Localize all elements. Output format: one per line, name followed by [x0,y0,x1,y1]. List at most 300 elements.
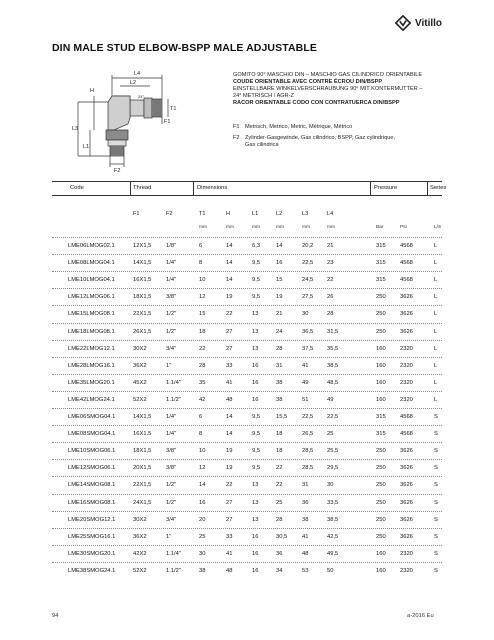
table-cell: 3626 [400,499,413,506]
column-header: H [226,211,231,217]
table-cell: 26,5 [302,431,314,438]
table-cell: 1.1/2" [166,396,181,403]
brand-name: Vitillo [415,17,443,29]
page-number: 94 [52,613,59,619]
table-cell: 22 [226,311,233,318]
table-cell: 160 [376,362,386,369]
table-cell: 15,5 [276,414,288,420]
table-cell: 250 [376,516,386,523]
row-divider [52,374,442,375]
table-cell: S [434,448,438,455]
product-code: LME06LMOG02.1 [68,243,115,249]
dim-label-t1: T1 [170,106,177,112]
table-cell: 20 [199,516,206,523]
table-cell: 30 [302,311,309,318]
table-cell: 41 [302,533,309,540]
dim-label-l2: L2 [130,80,137,86]
table-cell: 30 [199,550,206,557]
table-cell: 18X1,5 [133,448,152,455]
table-cell: 38 [276,396,283,403]
table-cell: 41 [226,550,233,557]
row-divider [52,425,442,426]
table-cell: 36X2 [133,533,147,540]
table-cell: 1.1/2" [166,567,181,574]
description-de: EINSTELLBARE WINKELVERSCHRAUBUNG 90° MIT KONTERMUTTER – [233,86,423,92]
table-cell: 16 [252,396,259,403]
dim-label-l1: L1 [83,144,90,150]
table-cell: 4568 [400,414,413,420]
table-cell: 315 [376,243,386,249]
column-unit: mm [226,225,234,230]
table-cell: 22 [276,465,283,472]
table-cell: 2320 [400,345,413,352]
column-header: F2 [166,211,173,217]
column-unit: Psi [400,225,407,230]
header-separator [427,181,428,195]
table-cell: 28,5 [302,465,314,472]
table-cell: 45X2 [133,379,147,386]
table-cell: 28 [276,516,283,523]
row-divider [52,254,442,255]
table-cell: 3/4" [166,345,177,352]
product-code: LME14SMOG08.1 [68,482,116,489]
table-cell: 16 [199,499,206,506]
legend-text: Zylinder-Gasgewinde, Gas cilindrico, BSPP, Gaz cylindrique, [245,135,396,141]
row-divider [52,476,442,477]
table-cell: 13 [252,499,259,506]
column-unit: mm [199,225,207,230]
table-cell: 1/4" [166,431,177,438]
product-code: LME16SMOG08.1 [68,499,116,506]
table-cell: 9,5 [252,260,261,267]
table-cell: 49,5 [327,550,339,557]
table-cell: 1/8" [166,243,177,249]
row-divider [52,237,442,238]
row-divider [52,323,442,324]
column-unit: mm [276,225,284,230]
table-cell: S [434,465,438,472]
table-cell: S [434,533,438,540]
table-cell: 1/4" [166,277,177,284]
table-cell: 28,5 [302,448,314,455]
vitillo-logo [395,15,442,31]
table-cell: 315 [376,431,386,438]
table-cell: 3/8" [166,465,177,472]
product-code: LME38SMOG24.1 [68,567,116,574]
table-cell: 160 [376,379,386,386]
table-cell: 160 [376,396,386,403]
table-cell: 1/2" [166,328,177,335]
table-cell: 20X1,5 [133,465,152,472]
table-cell: 38 [276,379,283,386]
table-cell: 22X1,5 [133,482,152,489]
product-code: LME15LMOG08.1 [68,311,115,318]
table-cell: 31,5 [327,328,339,335]
table-cell: 250 [376,533,386,540]
table-cell: 41 [226,379,233,386]
table-cell: 4568 [400,243,413,249]
table-cell: 15 [199,311,206,318]
column-unit: mm [302,225,310,230]
table-cell: 36 [302,499,309,506]
table-cell: 13 [252,345,259,352]
table-cell: 14 [226,243,233,249]
table-cell: S [434,414,438,420]
table-cell: 2320 [400,550,413,557]
table-cell: 1/4" [166,260,177,267]
table-cell: 31 [276,362,283,369]
table-cell: 13 [252,311,259,318]
table-cell: 38 [302,516,309,523]
table-cell: 48 [226,567,233,574]
column-header: L1 [252,211,259,217]
table-cell: 14 [199,482,206,489]
table-cell: 30X2 [133,345,147,352]
header-thread: Thread [133,185,152,191]
table-cell: 27 [226,499,233,506]
table-cell: 250 [376,465,386,472]
table-cell: 38,5 [327,516,339,523]
table-cell: 18 [199,328,206,335]
table-cell: 315 [376,277,386,284]
description-de-2: 24° METRISCH / AGR-Z [233,93,294,99]
dim-label-l4: L4 [134,71,141,77]
dim-label-l3: L3 [72,126,79,132]
column-unit: Bar [376,225,384,230]
column-header: L2 [276,211,283,217]
table-cell: S [434,482,438,489]
page-title: DIN MALE STUD ELBOW-BSPP MALE ADJUSTABLE [52,42,317,54]
table-cell: 49 [327,396,334,403]
table-cell: 22 [199,345,206,352]
row-divider [52,545,442,546]
header-separator [130,181,131,195]
table-cell: 16 [252,379,259,386]
table-cell: 16 [252,533,259,540]
table-cell: 16 [252,550,259,557]
product-code: LME30SMOG20.1 [68,550,116,557]
table-cell: 25 [327,431,334,438]
table-cell: 36 [276,550,283,557]
table-cell: 33 [226,533,233,540]
table-cell: 19 [276,294,283,301]
product-code: LME18LMOG08.1 [68,328,115,335]
table-cell: 25,5 [327,448,339,455]
table-cell: 35 [199,379,206,386]
table-cell: 12 [199,465,206,472]
table-cell: 3626 [400,482,413,489]
table-cell: 9,5 [252,277,261,284]
table-cell: 6 [199,414,203,420]
table-cell: 28 [199,362,206,369]
table-cell: 51 [302,396,309,403]
table-cell: 3/4" [166,516,177,523]
table-cell: 1/4" [166,414,177,420]
table-cell: L [434,294,438,301]
row-divider [52,511,442,512]
table-cell: 3/8" [166,448,177,455]
table-cell: 9,5 [252,431,261,438]
description-es: RACOR ORIENTABLE CODO CON CONTRATUERCA DIN/BSPP [233,100,400,106]
table-cell: 48,5 [327,379,339,386]
product-code: LME28LMOG16.1 [68,362,115,369]
fitting-technical-drawing [72,68,202,178]
table-cell: 24X1,5 [133,499,152,506]
table-cell: 25 [276,499,283,506]
table-cell: 42,5 [327,533,339,540]
table-cell: 250 [376,448,386,455]
row-divider [52,391,442,392]
table-cell: 42 [199,396,206,403]
description-it: GOMITO 90° MASCHIO DIN – MASCHIO GAS CILINDRICO ORIENTABILE [233,72,423,78]
table-cell: 13 [252,482,259,489]
table-cell: 16 [252,362,259,369]
table-cell: 3/8" [166,294,177,301]
product-code: LME06SMOG04.1 [68,414,116,420]
row-divider [52,357,442,358]
product-code: LME42LMOG24.1 [68,396,115,403]
table-cell: 19 [226,294,233,301]
angle-label: 24° [138,94,145,99]
table-cell: 29,5 [327,465,339,472]
brand-mark-icon [395,15,411,31]
column-unit: L/S [434,225,442,230]
table-cell: 53 [302,567,309,574]
table-cell: 1.1/4" [166,550,181,557]
table-cell: 19 [226,448,233,455]
table-cell: L [434,260,438,267]
table-cell: 22 [276,482,283,489]
table-cell: 20,2 [302,243,314,249]
table-cell: 9,5 [252,294,261,301]
table-cell: 36,5 [302,328,314,335]
table-cell: 37,5 [302,345,314,352]
table-cell: 4568 [400,260,413,267]
table-cell: 315 [376,260,386,267]
product-code: LME10LMOG04.1 [68,277,115,284]
legend-f2 [233,135,463,149]
table-cell: 23 [327,260,334,267]
table-cell: 52X2 [133,567,147,574]
table-cell: 18X1,5 [133,294,152,301]
product-code: LME20SMOG12.1 [68,516,116,523]
table-cell: 16 [252,567,259,574]
table-cell: 25 [199,533,206,540]
table-cell: 3626 [400,465,413,472]
table-cell: 22,5 [327,414,339,420]
table-cell: S [434,516,438,523]
column-header: F1 [133,211,140,217]
table-cell: 2320 [400,379,413,386]
table-cell: 1/2" [166,499,177,506]
table-cell: 16X1.5 [133,431,152,438]
header-separator [370,181,371,195]
table-cell: 8 [199,260,203,267]
dim-label-h: H [90,88,94,94]
table-header-rule [52,195,442,196]
table-cell: L [434,328,438,335]
table-cell: 2320 [400,567,413,574]
table-cell: 16 [276,260,283,267]
dim-label-f2: F2 [114,168,121,174]
table-cell: 38,5 [327,362,339,369]
table-cell: 24,5 [302,277,314,284]
table-cell: 48 [302,550,309,557]
table-cell: 1/2" [166,311,177,318]
column-unit: mm [327,225,335,230]
row-divider [52,288,442,289]
multilingual-description [233,72,443,107]
table-cell: 22X1,5 [133,311,152,318]
table-cell: 35,5 [327,345,339,352]
table-cell: 26X1,5 [133,328,152,335]
table-cell: L [434,396,438,403]
description-fr: COUDE ORIENTABLE AVEC CONTRE ÉCROU DIN/BSPP [233,79,383,85]
table-cell: 3626 [400,448,413,455]
product-code: LME25SMOG16.1 [68,533,116,540]
table-cell: S [434,567,438,574]
table-cell: 27,5 [302,294,314,301]
table-cell: 22,5 [302,260,314,267]
table-cell: 21 [276,311,283,318]
table-cell: 33 [226,362,233,369]
table-cell: 22,5 [302,414,314,420]
table-cell: 30X2 [133,516,147,523]
product-code: LME22LMOG12.1 [68,345,115,352]
table-cell: 250 [376,311,386,318]
table-cell: L [434,379,438,386]
table-cell: L [434,277,438,284]
table-cell: 18 [276,431,283,438]
table-cell: 22 [226,482,233,489]
table-cell: 4568 [400,431,413,438]
column-unit: mm [252,225,260,230]
table-cell: 27 [226,345,233,352]
table-cell: 3626 [400,294,413,301]
row-divider [52,459,442,460]
table-cell: 6,3 [252,243,261,249]
row-divider [52,305,442,306]
table-cell: 3626 [400,311,413,318]
header-code: Code [70,185,84,191]
table-cell: 9,5 [252,448,261,455]
table-cell: 13 [252,328,259,335]
table-cell: 19 [226,465,233,472]
row-divider [52,562,442,563]
table-cell: 30 [327,482,334,489]
row-divider [52,494,442,495]
product-code: LME08LMOG04.1 [68,260,115,267]
table-cell: L [434,243,438,249]
product-code: LME12LMOG06.1 [68,294,115,301]
table-cell: 2320 [400,362,413,369]
table-cell: L [434,311,438,318]
table-cell: 1/2" [166,482,177,489]
table-cell: 250 [376,499,386,506]
table-cell: 315 [376,414,386,420]
table-cell: 48 [226,396,233,403]
header-series: Series [430,185,447,191]
table-cell: 49 [302,379,309,386]
thread-legend [233,124,463,153]
product-code: LME08SMOG04.1 [68,431,116,438]
table-cell: L [434,345,438,352]
table-cell: 14 [226,414,233,420]
table-cell: S [434,499,438,506]
product-code: LME12SMOG06.1 [68,465,116,472]
table-cell: 3626 [400,328,413,335]
table-cell: 42X2 [133,550,147,557]
table-cell: 30,5 [276,533,288,540]
row-divider [52,271,442,272]
edition-label: a-2016 Eu [407,613,434,619]
table-cell: 250 [376,328,386,335]
table-cell: 160 [376,550,386,557]
row-divider [52,528,442,529]
product-code: LME10SMOG06.1 [68,448,116,455]
table-cell: 41 [302,362,309,369]
table-cell: 9,5 [252,414,261,420]
legend-text: Gas cilindrica [245,142,279,148]
table-cell: 22 [327,277,334,284]
header-pressure: Pressure [374,185,398,191]
table-cell: 3626 [400,533,413,540]
table-cell: 28 [327,311,334,318]
table-cell: 33,5 [327,499,339,506]
row-divider [52,340,442,341]
legend-text: Metrisch, Metrico, Metric, Métrique, Métrico [245,124,353,130]
table-cell: 24 [276,328,283,335]
table-cell: 160 [376,567,386,574]
table-cell: 16X1,5 [133,277,152,284]
table-cell: 13 [252,516,259,523]
column-header: T1 [199,211,206,217]
dim-label-f1: F1 [164,119,171,125]
product-code: LME35LMOG20.1 [68,379,115,386]
table-cell: 250 [376,294,386,301]
table-cell: 15 [276,277,283,284]
header-separator [193,181,194,195]
table-cell: 9,5 [252,465,261,472]
table-cell: 160 [376,345,386,352]
table-cell: 14 [226,260,233,267]
table-cell: 34 [276,567,283,574]
table-cell: 250 [376,482,386,489]
header-dimensions: Dimensions [197,185,228,191]
table-cell: 31 [302,482,309,489]
table-cell: S [434,550,438,557]
table-cell: 12X1,5 [133,243,152,249]
table-cell: 10 [199,448,206,455]
table-cell: 36X2 [133,362,147,369]
column-header: L4 [327,211,334,217]
row-divider [52,408,442,409]
table-cell: 6 [199,243,203,249]
table-cell: 1" [166,362,172,369]
table-cell: 27 [226,516,233,523]
table-cell: 52X2 [133,396,147,403]
table-cell: 14X1,5 [133,260,152,267]
table-cell: 10 [199,277,206,284]
table-cell: 38 [199,567,206,574]
table-cell: 14X1,5 [133,414,152,420]
table-cell: 27 [226,328,233,335]
table-cell: 21 [327,243,334,249]
table-cell: 1" [166,533,172,540]
table-cell: 14 [226,431,233,438]
legend-key: F2 [233,135,240,141]
table-cell: 4568 [400,277,413,284]
